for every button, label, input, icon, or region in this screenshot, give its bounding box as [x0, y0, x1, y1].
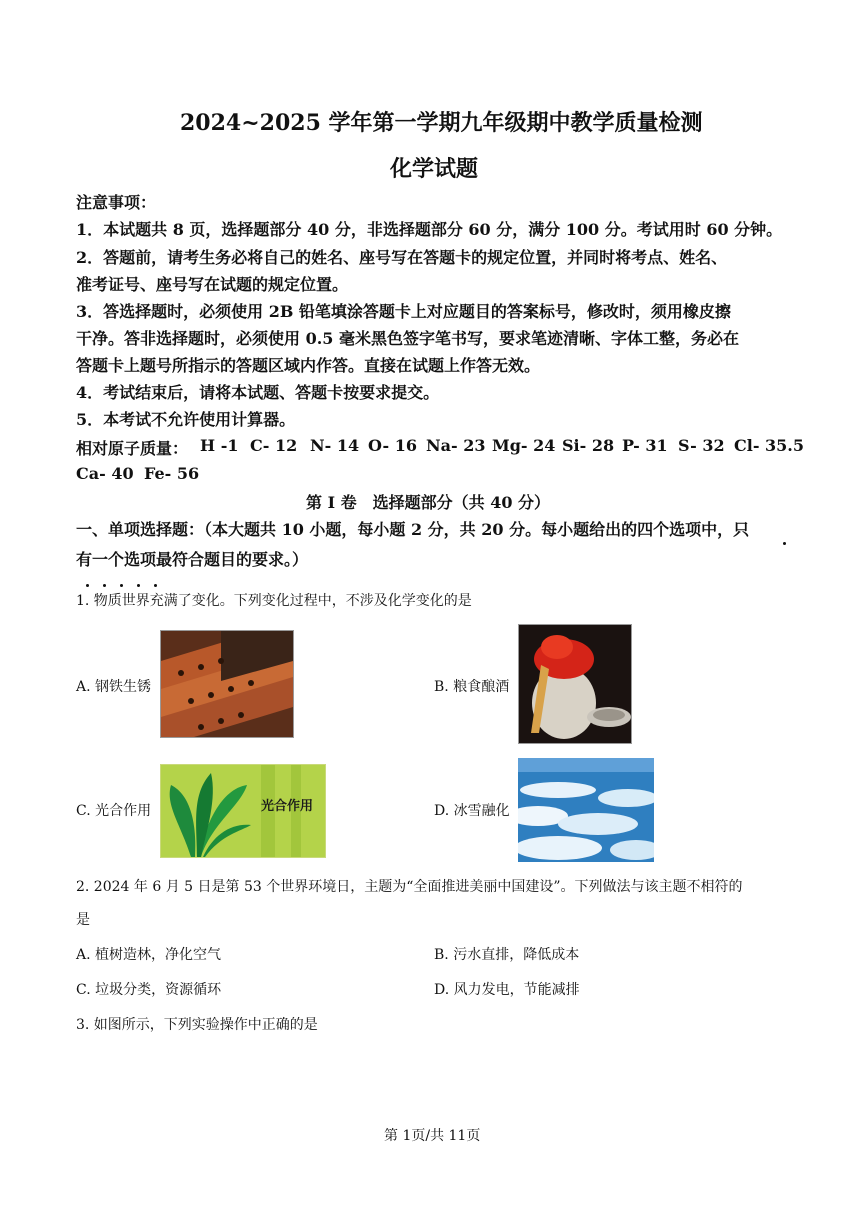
section-instructions: 一、单项选择题：（本大题共 10 小题，每小题 2 分，共 20 分。每小题给出的四个选项中，只 — [76, 520, 750, 539]
atomic-mass: Si- 28 — [562, 436, 615, 455]
emphasis-dots — [86, 572, 171, 591]
melting-ice-image — [518, 758, 654, 862]
question-stem: 2. 2024 年 6 月 5 日是第 53 个世界环境日，主题为“全面推进美丽中国建设”。下列做法与该主题不相符的 — [76, 879, 743, 895]
photosynthesis-image — [160, 764, 326, 858]
notice-line: 干净。答非选择题时，必须使用 0.5 毫米黑色签字笔书写，要求笔迹清晰、字体工整，务必在 — [76, 329, 739, 348]
atomic-mass: Cl- 35.5 — [734, 436, 804, 455]
notice-line: 3．答选择题时，必须使用 2B 铅笔填涂答题卡上对应题目的答案标号，修改时，须用橡皮擦 — [76, 302, 731, 321]
notice-line: 5．本考试不允许使用计算器。 — [76, 410, 296, 429]
atomic-mass-label: 相对原子质量： — [76, 439, 189, 458]
section-instructions: 有一个选项最符合题目的要求。） — [76, 550, 309, 569]
q1-option-d[interactable]: D. 冰雪融化 — [434, 803, 510, 819]
atomic-mass: Fe- 56 — [144, 464, 200, 483]
atomic-mass: P- 31 — [622, 436, 668, 455]
atomic-mass: H -1 — [200, 436, 239, 455]
question-stem: 1. 物质世界充满了变化。下列变化过程中，不涉及化学变化的是 — [76, 593, 472, 609]
notice-heading: 注意事项： — [76, 193, 157, 212]
atomic-mass: Na- 23 — [426, 436, 486, 455]
wine-jar-image — [518, 624, 632, 744]
photosynthesis-image-label: 光合作用 — [261, 799, 314, 814]
question-stem: 是 — [76, 912, 90, 928]
rusty-steel-image — [160, 630, 294, 738]
q1-option-b[interactable]: B. 粮食酿酒 — [434, 679, 510, 695]
q2-option-d[interactable]: D. 风力发电，节能减排 — [434, 982, 580, 998]
notice-line: 准考证号、座号写在试题的规定位置。 — [76, 275, 349, 294]
section-heading: 第 I 卷 选择题部分（共 40 分） — [306, 493, 551, 512]
atomic-mass: Mg- 24 — [492, 436, 556, 455]
question-stem: 3. 如图所示，下列实验操作中正确的是 — [76, 1017, 318, 1033]
atomic-mass: C- 12 — [250, 436, 298, 455]
notice-line: 1．本试题共 8 页，选择题部分 40 分，非选择题部分 60 分，满分 100 分。考试用时 60 分钟。 — [76, 220, 783, 239]
exam-title: 2024~2025 学年第一学期九年级期中教学质量检测 — [180, 110, 703, 136]
page-number: 第 1页/共 11页 — [384, 1128, 481, 1144]
atomic-mass: S- 32 — [678, 436, 725, 455]
notice-line: 2．答题前，请考生务必将自己的姓名、座号写在答题卡的规定位置，并同时将考点、姓名、 — [76, 248, 728, 267]
emphasis-dot — [783, 542, 786, 545]
notice-line: 答题卡上题号所指示的答题区域内作答。直接在试题上作答无效。 — [76, 356, 541, 375]
q1-option-c[interactable]: C. 光合作用 — [76, 803, 152, 819]
q2-option-a[interactable]: A. 植树造林，净化空气 — [76, 947, 222, 963]
notice-line: 4．考试结束后，请将本试题、答题卡按要求提交。 — [76, 383, 440, 402]
atomic-mass: Ca- 40 — [76, 464, 134, 483]
q2-option-c[interactable]: C. 垃圾分类，资源循环 — [76, 982, 222, 998]
atomic-mass: N- 14 — [310, 436, 360, 455]
q1-option-a[interactable]: A. 钢铁生锈 — [76, 679, 152, 695]
q2-option-b[interactable]: B. 污水直排，降低成本 — [434, 947, 580, 963]
exam-subtitle: 化学试题 — [390, 156, 479, 182]
atomic-mass: O- 16 — [368, 436, 417, 455]
